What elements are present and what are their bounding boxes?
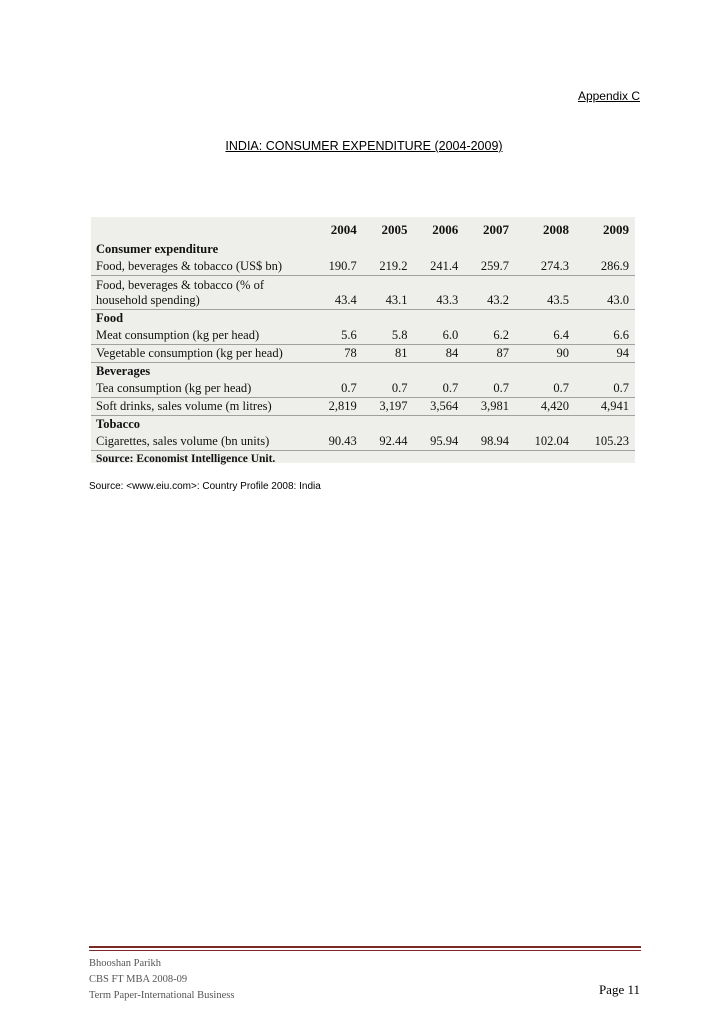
table-cell: 2,819 xyxy=(312,398,363,416)
table-cell: 81 xyxy=(363,345,414,363)
table-cell: 241.4 xyxy=(413,258,464,276)
table-cell: 190.7 xyxy=(312,258,363,276)
table-cell: 259.7 xyxy=(464,258,515,276)
table-cell: 0.7 xyxy=(464,380,515,398)
footer-author: Bhooshan Parikh xyxy=(89,958,162,969)
year-header: 2009 xyxy=(603,221,629,237)
table-cell: 5.8 xyxy=(363,327,414,345)
source-note: Source: <www.eiu.com>: Country Profile 2008: India xyxy=(89,481,321,492)
table-cell: 92.44 xyxy=(363,433,414,451)
table-section-row xyxy=(91,416,635,434)
footer-divider xyxy=(89,946,641,948)
row-label: Food, beverages & tobacco (% of household spending) xyxy=(91,276,312,310)
table-cell: 43.4 xyxy=(312,276,363,310)
table-cell: 0.7 xyxy=(363,380,414,398)
row-label: Food, beverages & tobacco (US$ bn) xyxy=(91,258,312,276)
section-label: Beverages xyxy=(96,364,151,378)
row-label: Soft drinks, sales volume (m litres) xyxy=(91,398,312,416)
table-cell: 43.1 xyxy=(363,276,414,310)
table-cell: 90 xyxy=(515,345,575,363)
table-cell: 43.3 xyxy=(413,276,464,310)
table-cell: 6.0 xyxy=(413,327,464,345)
table-cell: 4,420 xyxy=(515,398,575,416)
table-cell: 0.7 xyxy=(515,380,575,398)
page-title: INDIA: CONSUMER EXPENDITURE (2004-2009) xyxy=(225,139,503,153)
year-header: 2007 xyxy=(482,221,509,237)
table-source-row xyxy=(91,451,635,469)
footer-divider-thin xyxy=(89,950,641,951)
table-row xyxy=(91,398,635,416)
table-cell: 286.9 xyxy=(575,258,635,276)
table-header-row xyxy=(91,217,635,241)
table-cell: 102.04 xyxy=(515,433,575,451)
table-cell: 6.2 xyxy=(464,327,515,345)
expenditure-table-image xyxy=(91,217,635,463)
table-cell: 3,981 xyxy=(464,398,515,416)
table-cell: 43.0 xyxy=(575,276,635,310)
table-cell: 105.23 xyxy=(575,433,635,451)
table-cell: 98.94 xyxy=(464,433,515,451)
year-header: 2004 xyxy=(330,221,357,237)
table-cell: 87 xyxy=(464,345,515,363)
row-label: Cigarettes, sales volume (bn units) xyxy=(91,433,312,451)
table-cell: 0.7 xyxy=(413,380,464,398)
table-row xyxy=(91,380,635,398)
year-header: 2005 xyxy=(381,221,408,237)
table-cell: 274.3 xyxy=(515,258,575,276)
year-header: 2008 xyxy=(542,221,569,237)
row-label: Vegetable consumption (kg per head) xyxy=(91,345,312,363)
table-section-row xyxy=(91,363,635,381)
section-label: Tobacco xyxy=(96,417,140,431)
table-section-row xyxy=(91,241,635,258)
table-row xyxy=(91,327,635,345)
table-cell: 3,564 xyxy=(413,398,464,416)
expenditure-table xyxy=(91,217,635,468)
table-cell: 43.2 xyxy=(464,276,515,310)
table-cell: 78 xyxy=(312,345,363,363)
table-row xyxy=(91,258,635,276)
page-number: Page 11 xyxy=(598,982,640,997)
table-row xyxy=(91,433,635,451)
footer-course: CBS FT MBA 2008-09 xyxy=(89,974,188,985)
table-cell: 4,941 xyxy=(575,398,635,416)
row-label: Tea consumption (kg per head) xyxy=(91,380,312,398)
table-cell: 43.5 xyxy=(515,276,575,310)
table-cell: 6.4 xyxy=(515,327,575,345)
table-cell: 90.43 xyxy=(312,433,363,451)
row-label: Meat consumption (kg per head) xyxy=(91,327,312,345)
table-cell: 219.2 xyxy=(363,258,414,276)
footer-subject: Term Paper-International Business xyxy=(89,990,235,1001)
table-row xyxy=(91,276,635,310)
table-cell: 0.7 xyxy=(575,380,635,398)
table-cell: 3,197 xyxy=(363,398,414,416)
table-section-row xyxy=(91,310,635,328)
table-row xyxy=(91,345,635,363)
appendix-label: Appendix C xyxy=(577,89,640,103)
year-header: 2006 xyxy=(432,221,459,237)
footer-info xyxy=(89,956,234,1004)
table-cell: 0.7 xyxy=(312,380,363,398)
table-cell: 6.6 xyxy=(575,327,635,345)
table-cell: 95.94 xyxy=(413,433,464,451)
section-label: Food xyxy=(96,311,124,325)
section-label: Consumer expenditure xyxy=(96,242,219,256)
table-source: Source: Economist Intelligence Unit. xyxy=(96,453,276,465)
table-cell: 5.6 xyxy=(312,327,363,345)
header-label-cell xyxy=(91,217,312,241)
table-body xyxy=(91,241,635,468)
table-cell: 94 xyxy=(575,345,635,363)
table-cell: 84 xyxy=(413,345,464,363)
